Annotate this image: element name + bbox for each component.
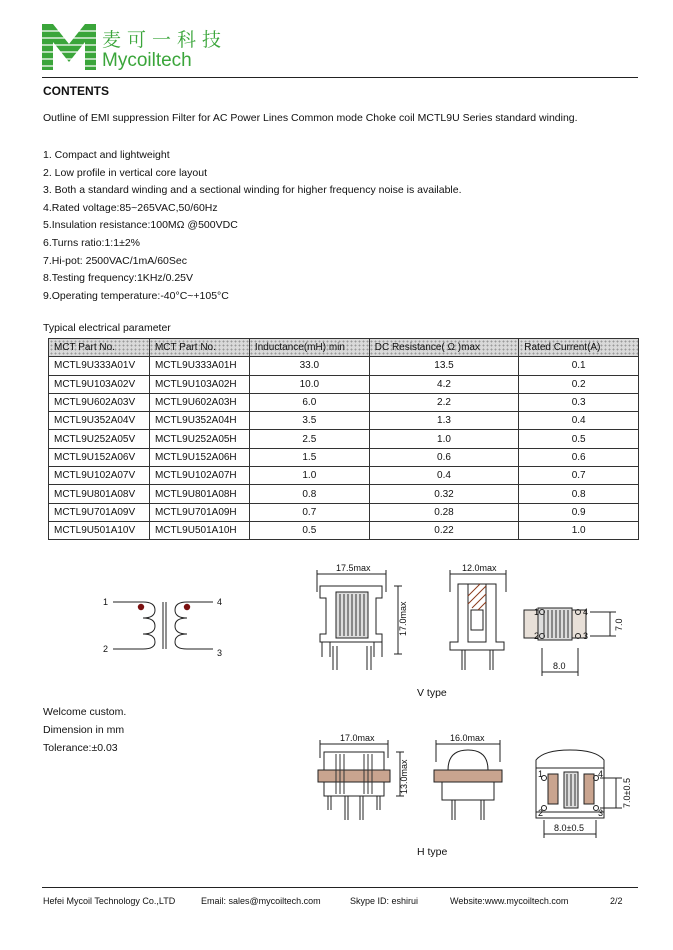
table-cell: 1.5 xyxy=(249,448,369,466)
table-cell: MCTL9U252A05H xyxy=(149,430,249,448)
table-cell: MCTL9U501A10V xyxy=(49,521,150,539)
table-row xyxy=(49,485,639,503)
footer-website: Website:www.mycoiltech.com xyxy=(450,896,569,906)
table-cell: 0.2 xyxy=(519,375,639,393)
pin-label: 2 xyxy=(534,631,540,641)
note-item: Dimension in mm xyxy=(43,724,125,736)
table-cell: 0.4 xyxy=(369,467,519,485)
column-header: Inductance(mH) min xyxy=(249,339,369,357)
table-row xyxy=(49,357,639,375)
spec-item: 1. Compact and lightweight xyxy=(43,149,170,161)
table-cell: 0.7 xyxy=(519,467,639,485)
footer-skype: Skype ID: eshirui xyxy=(350,896,419,906)
table-cell: 10.0 xyxy=(249,375,369,393)
v-type-front-drawing xyxy=(300,562,415,682)
dimension-label: 17.5max xyxy=(336,563,371,573)
table-cell: MCTL9U801A08V xyxy=(49,485,150,503)
table-row xyxy=(49,412,639,430)
mycoiltech-logo-mark xyxy=(40,22,98,72)
table-cell: 0.9 xyxy=(519,503,639,521)
h-type-pin-layout xyxy=(528,738,638,842)
notes xyxy=(43,703,126,757)
pin-label: 1 xyxy=(103,597,109,607)
table-cell: 0.6 xyxy=(369,448,519,466)
pin-label: 4 xyxy=(598,769,604,779)
dimension-label: 8.0±0.5 xyxy=(554,823,584,833)
logo-english-name: Mycoiltech xyxy=(102,50,192,71)
spec-item: 5.Insulation resistance:100MΩ @500VDC xyxy=(43,219,238,232)
table-cell: 0.6 xyxy=(519,448,639,466)
spec-list xyxy=(43,147,462,305)
table-row xyxy=(49,503,639,521)
table-cell: MCTL9U102A07H xyxy=(149,467,249,485)
table-cell: MCTL9U152A06V xyxy=(49,448,150,466)
table-cell: MCTL9U602A03H xyxy=(149,393,249,411)
footer-page-number: 2/2 xyxy=(610,896,623,906)
v-type-side-drawing xyxy=(440,562,520,682)
table-header-row xyxy=(49,339,639,357)
table-cell: 0.8 xyxy=(519,485,639,503)
dimension-label: 17.0max xyxy=(340,733,375,743)
pin-label: 2 xyxy=(103,644,109,654)
pin-label: 1 xyxy=(538,769,544,779)
table-caption: Typical electrical parameter xyxy=(43,322,171,334)
table-cell: 0.5 xyxy=(519,430,639,448)
h-type-label: H type xyxy=(417,846,448,858)
v-type-pin-layout xyxy=(520,598,630,680)
table-cell: 0.1 xyxy=(519,357,639,375)
table-row xyxy=(49,393,639,411)
table-cell: 6.0 xyxy=(249,393,369,411)
pin-label: 4 xyxy=(217,597,223,607)
table-cell: MCTL9U352A04H xyxy=(149,412,249,430)
table-cell: 0.5 xyxy=(249,521,369,539)
note-item: Welcome custom. xyxy=(43,706,127,718)
coil-schematic xyxy=(95,590,235,665)
column-header: MCT Part No. xyxy=(49,339,150,357)
table-row xyxy=(49,375,639,393)
table-cell: 3.5 xyxy=(249,412,369,430)
v-type-label: V type xyxy=(417,687,447,699)
pin-label: 1 xyxy=(534,607,540,617)
pin-label: 2 xyxy=(538,808,544,818)
table-cell: MCTL9U103A02V xyxy=(49,375,150,393)
table-cell: MCTL9U701A09H xyxy=(149,503,249,521)
table-cell: 0.3 xyxy=(519,393,639,411)
contents-title: CONTENTS xyxy=(43,84,109,98)
table-cell: MCTL9U801A08H xyxy=(149,485,249,503)
spec-item: 8.Testing frequency:1KHz/0.25V xyxy=(43,272,194,285)
column-header: DC Resistance( Ω )max xyxy=(369,339,519,357)
logo-chinese-name: 麦可一科技 xyxy=(102,29,228,51)
dimension-label: 13.0max xyxy=(399,759,409,794)
dimension-label: 7.0 xyxy=(614,618,624,631)
column-header: Rated Current(A) xyxy=(519,339,639,357)
table-cell: 1.0 xyxy=(369,430,519,448)
parameter-table xyxy=(48,338,639,540)
table-row xyxy=(49,430,639,448)
header-divider xyxy=(42,77,638,78)
table-cell: 1.0 xyxy=(249,467,369,485)
footer-email: Email: sales@mycoiltech.com xyxy=(201,896,321,906)
table-cell: MCTL9U102A07V xyxy=(49,467,150,485)
table-cell: MCTL9U501A10H xyxy=(149,521,249,539)
table-cell: 2.5 xyxy=(249,430,369,448)
h-type-front-drawing xyxy=(300,732,415,832)
table-cell: 0.8 xyxy=(249,485,369,503)
table-cell: 1.0 xyxy=(519,521,639,539)
table-cell: 1.3 xyxy=(369,412,519,430)
table-cell: 0.4 xyxy=(519,412,639,430)
spec-item: 2. Low profile in vertical core layout xyxy=(43,166,207,179)
table-cell: 0.28 xyxy=(369,503,519,521)
spec-item: 6.Turns ratio:1:1±2% xyxy=(43,236,141,249)
h-type-side-drawing xyxy=(428,732,513,832)
spec-item: 7.Hi-pot: 2500VAC/1mA/60Sec xyxy=(43,254,187,267)
table-cell: MCTL9U333A01H xyxy=(149,357,249,375)
table-cell: 0.7 xyxy=(249,503,369,521)
table-cell: 33.0 xyxy=(249,357,369,375)
table-cell: MCTL9U701A09V xyxy=(49,503,150,521)
table-row xyxy=(49,467,639,485)
table-cell: 0.22 xyxy=(369,521,519,539)
dimension-label: 7.0±0.5 xyxy=(622,778,632,808)
table-row xyxy=(49,448,639,466)
dimension-label: 8.0 xyxy=(553,661,566,671)
footer-divider xyxy=(42,887,638,888)
table-cell: MCTL9U152A06H xyxy=(149,448,249,466)
dimension-label: 12.0max xyxy=(462,563,497,573)
table-cell: 4.2 xyxy=(369,375,519,393)
table-cell: MCTL9U333A01V xyxy=(49,357,150,375)
pin-label: 3 xyxy=(217,648,223,658)
table-cell: MCTL9U602A03V xyxy=(49,393,150,411)
table-cell: MCTL9U352A04V xyxy=(49,412,150,430)
dimension-label: 17.0max xyxy=(398,601,408,636)
pin-label: 3 xyxy=(583,631,589,641)
table-cell: MCTL9U252A05V xyxy=(49,430,150,448)
spec-item: 4.Rated voltage:85~265VAC,50/60Hz xyxy=(43,201,218,214)
table-row xyxy=(49,521,639,539)
table-cell: 0.32 xyxy=(369,485,519,503)
column-header: MCT Part No. xyxy=(149,339,249,357)
spec-item: 3. Both a standard winding and a sectional winding for higher frequency noise is available. xyxy=(43,184,462,197)
dimension-label: 16.0max xyxy=(450,733,485,743)
table-cell: 2.2 xyxy=(369,393,519,411)
pin-label: 4 xyxy=(583,607,589,617)
footer-company: Hefei Mycoil Technology Co.,LTD xyxy=(43,896,176,906)
table-cell: MCTL9U103A02H xyxy=(149,375,249,393)
table-cell: 13.5 xyxy=(369,357,519,375)
pin-label: 3 xyxy=(598,808,604,818)
spec-item: 9.Operating temperature:-40°C~+105°C xyxy=(43,289,229,302)
note-item: Tolerance:±0.03 xyxy=(43,742,118,754)
outline-text: Outline of EMI suppression Filter for AC Power Lines Common mode Choke coil MCTL9U Series standard winding. xyxy=(43,112,578,124)
